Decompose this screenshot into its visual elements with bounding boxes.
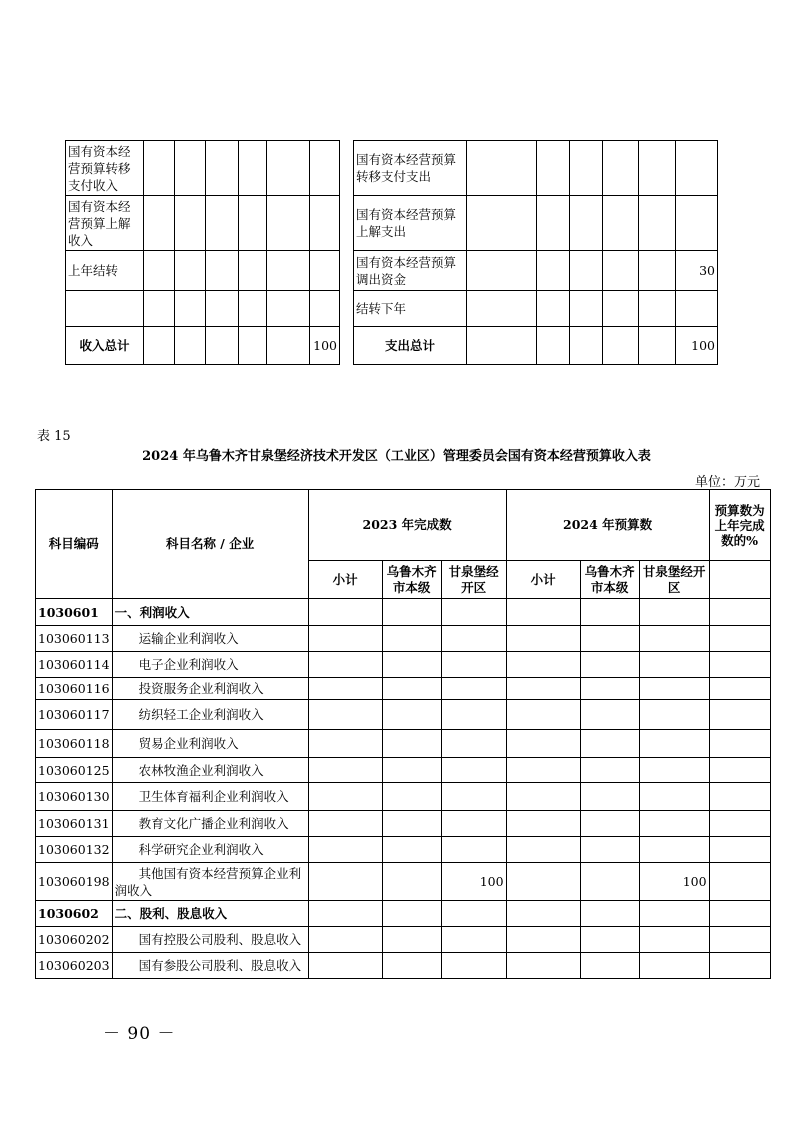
income-item-label: 国有资本经营预算上解收入 <box>66 196 144 251</box>
header-budget-subtotal: 小计 <box>506 561 580 599</box>
expenditure-item-label: 国有资本经营预算上解支出 <box>354 196 467 251</box>
header-code: 科目编码 <box>36 490 113 599</box>
expenditure-item-label: 国有资本经营预算调出资金 <box>354 251 467 291</box>
table-row <box>36 927 771 953</box>
row-name: 运输企业利润收入 <box>112 626 308 652</box>
expenditure-total-value: 100 <box>676 327 718 365</box>
expenditure-item-total: 30 <box>676 251 718 291</box>
header-completed-zone: 甘泉堡经开区 <box>441 561 506 599</box>
row-name: 电子企业利润收入 <box>112 652 308 678</box>
row-code: 103060203 <box>36 953 113 979</box>
income-item-label: 国有资本经营预算转移支付收入 <box>66 141 144 196</box>
row-code: 103060132 <box>36 837 113 863</box>
row-name: 科学研究企业利润收入 <box>112 837 308 863</box>
row-name: 国有控股公司股利、股息收入 <box>112 927 308 953</box>
row-code: 1030601 <box>36 599 113 626</box>
expenditure-item-label: 结转下年 <box>354 291 467 327</box>
header-budget-city: 乌鲁木齐市本级 <box>580 561 639 599</box>
table-caption: 表 15 <box>37 429 71 444</box>
row-code: 103060114 <box>36 652 113 678</box>
expenditure-total-label: 支出总计 <box>354 327 467 365</box>
table-row <box>36 700 771 730</box>
income-summary-table <box>65 140 340 365</box>
table-title: 2024 年乌鲁木齐甘泉堡经济技术开发区（工业区）管理委员会国有资本经营预算收入表 <box>142 449 651 464</box>
income-total-value: 100 <box>310 327 340 365</box>
row-name: 纺织轻工企业利润收入 <box>112 700 308 730</box>
table-row <box>36 783 771 811</box>
header-completed-subtotal: 小计 <box>308 561 382 599</box>
table-row <box>36 652 771 678</box>
row-code: 103060118 <box>36 730 113 758</box>
row-code: 103060131 <box>36 811 113 837</box>
row-name: 一、利润收入 <box>112 599 308 626</box>
row-name: 卫生体育福利企业利润收入 <box>112 783 308 811</box>
row-name: 其他国有资本经营预算企业利润收入 <box>112 863 308 901</box>
income-item-label <box>66 291 144 327</box>
expenditure-item-total <box>676 141 718 196</box>
table-row: 103060198 其他国有资本经营预算企业利润收入 100 100 <box>36 863 771 901</box>
header-name: 科目名称 / 企业 <box>112 490 308 599</box>
row-name: 贸易企业利润收入 <box>112 730 308 758</box>
state-capital-budget-income-table <box>35 489 771 979</box>
row-code: 1030602 <box>36 901 113 927</box>
table-row <box>36 599 771 626</box>
table-row <box>36 811 771 837</box>
income-item-total <box>310 251 340 291</box>
table-row <box>36 678 771 700</box>
header-completed-2023: 2023 年完成数 <box>308 490 506 561</box>
expenditure-item-label: 国有资本经营预算转移支付支出 <box>354 141 467 196</box>
income-item-total <box>310 196 340 251</box>
table-row <box>36 758 771 783</box>
page-number: － 90 － <box>103 1024 176 1044</box>
row-code: 103060198 <box>36 863 113 901</box>
income-item-label: 上年结转 <box>66 251 144 291</box>
row-name: 投资服务企业利润收入 <box>112 678 308 700</box>
header-budget-2024: 2024 年预算数 <box>506 490 709 561</box>
row-name: 国有参股公司股利、股息收入 <box>112 953 308 979</box>
table-row <box>36 953 771 979</box>
row-name: 农林牧渔企业利润收入 <box>112 758 308 783</box>
row-code: 103060116 <box>36 678 113 700</box>
table-row <box>36 901 771 927</box>
header-budget-zone: 甘泉堡经开区 <box>639 561 709 599</box>
income-item-total <box>310 291 340 327</box>
row-code: 103060130 <box>36 783 113 811</box>
table-row <box>36 626 771 652</box>
expenditure-summary-table <box>353 140 718 365</box>
row-code: 103060117 <box>36 700 113 730</box>
row-name: 教育文化广播企业利润收入 <box>112 811 308 837</box>
row-code: 103060125 <box>36 758 113 783</box>
table-row <box>36 837 771 863</box>
expenditure-item-total <box>676 291 718 327</box>
header-ratio: 预算数为上年完成数的% <box>709 490 770 561</box>
header-completed-city: 乌鲁木齐市本级 <box>382 561 441 599</box>
income-total-label: 收入总计 <box>66 327 144 365</box>
expenditure-item-total <box>676 196 718 251</box>
row-code: 103060113 <box>36 626 113 652</box>
income-item-total <box>310 141 340 196</box>
table-row <box>36 730 771 758</box>
row-name: 二、股利、股息收入 <box>112 901 308 927</box>
unit-label: 单位：万元 <box>694 475 760 490</box>
row-code: 103060202 <box>36 927 113 953</box>
